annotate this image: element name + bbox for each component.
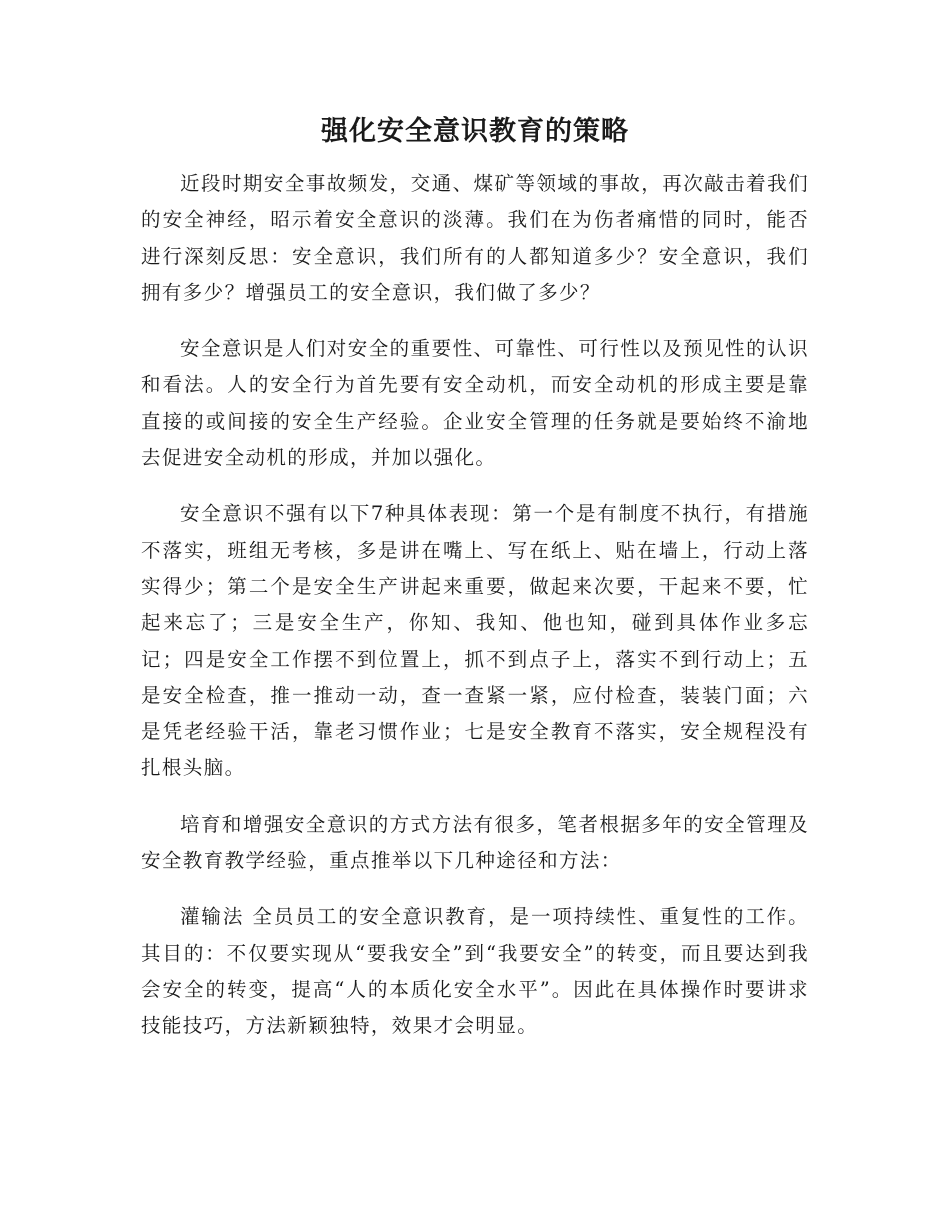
document-body	[141, 166, 809, 1065]
paragraph-methods-intro: 培育和增强安全意识的方式方法有很多，笔者根据多年的安全管理及安全教育教学经验，重点推举以下几种途径和方法：	[141, 812, 809, 873]
paragraph-intro: 近段时期安全事故频发，交通、煤矿等领域的事故，再次敲击着我们的安全神经，昭示着安全意识的淡薄。我们在为伤者痛惜的同时，能否进行深刻反思：安全意识，我们所有的人都知道多少？安全意识，我们拥有多少？增强员工的安全意识，我们做了多少？	[141, 172, 809, 304]
document-title: 强化安全意识教育的策略	[321, 116, 629, 147]
paragraph-definition: 安全意识是人们对安全的重要性、可靠性、可行性以及预见性的认识和看法。人的安全行为首先要有安全动机，而安全动机的形成主要是靠直接的或间接的安全生产经验。企业安全管理的任务就是要始终不渝地去促进安全动机的形成，并加以强化。	[141, 337, 809, 470]
paragraph-symptoms: 安全意识不强有以下7种具体表现：第一个是有制度不执行，有措施不落实，班组无考核，多是讲在嘴上、写在纸上、贴在墙上，行动上落实得少；第二个是安全生产讲起来重要，做起来次要，干起来不要，忙起来忘了；三是安全生产，你知、我知、他也知，碰到具体作业多忘记；四是安全工作摆不到位置上，抓不到点子上，落实不到行动上；五是安全检查，推一推动一动，查一查紧一紧，应付检查，装装门面；六是凭老经验干活，靠老习惯作业；七是安全教育不落实，安全规程没有扎根头脑。	[141, 502, 809, 780]
paragraph-instillation-method: 灌输法 全员员工的安全意识教育，是一项持续性、重复性的工作。其目的：不仅要实现从“要我安全”到“我要安全”的转变，而且要达到我会安全的转变，提高“人的本质化安全水平”。因此在具体操作时要讲求技能技巧，方法新颖独特，效果才会明显。	[141, 905, 809, 1038]
